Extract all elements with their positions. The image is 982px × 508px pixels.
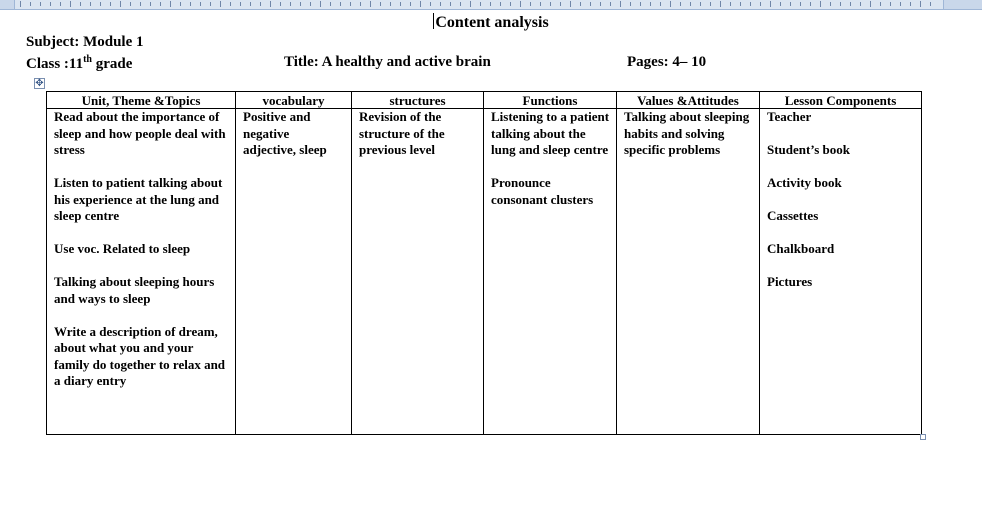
ruler-tick: [60, 2, 61, 6]
ruler-tick: [170, 1, 171, 7]
ruler-tick: [260, 2, 261, 6]
content-analysis-table: [46, 91, 922, 435]
ruler-tick: [90, 2, 91, 6]
ruler-tick: [680, 2, 681, 6]
ruler-tick: [710, 2, 711, 6]
function-item: Listening to a patient talking about the lung and sleep centre: [491, 109, 610, 157]
header-lesson-components: Lesson Components: [760, 92, 922, 109]
ruler-tick: [200, 2, 201, 6]
ruler-tick: [450, 2, 451, 6]
ruler-tick: [430, 2, 431, 6]
ruler-tick: [820, 1, 821, 7]
ruler-tick: [180, 2, 181, 6]
topic-item: Use voc. Related to sleep: [54, 241, 191, 256]
ruler-tick: [510, 2, 511, 6]
ruler-tick: [460, 2, 461, 6]
topic-item: Write a description of dream, about what you and your family do together to relax and a diary entry: [54, 323, 226, 388]
ruler-tick: [130, 2, 131, 6]
values-text: Talking about sleeping habits and solving specific problems: [624, 109, 750, 157]
component-item: Pictures: [767, 274, 813, 289]
component-item: Student’s book: [767, 142, 850, 157]
ruler-tick: [330, 2, 331, 6]
ruler-tick: [250, 2, 251, 6]
ruler-tick: [320, 1, 321, 7]
ruler-tick: [290, 2, 291, 6]
header-functions: Functions: [484, 92, 617, 109]
ruler-tick: [80, 2, 81, 6]
ruler-tick: [890, 2, 891, 6]
ruler-tick: [920, 1, 921, 7]
horizontal-ruler[interactable]: [0, 0, 982, 10]
ruler-tick: [600, 2, 601, 6]
ruler-tick: [310, 2, 311, 6]
header-structures: structures: [352, 92, 484, 109]
ruler-tick: [670, 1, 671, 7]
ruler-tick: [860, 2, 861, 6]
ruler-tick: [370, 1, 371, 7]
ruler-tick: [110, 2, 111, 6]
ruler-tick: [160, 2, 161, 6]
ruler-tick: [280, 2, 281, 6]
ruler-tick: [690, 2, 691, 6]
ruler-tick: [30, 2, 31, 6]
functions-cell[interactable]: [484, 109, 617, 435]
ruler-tick: [630, 2, 631, 6]
ruler-tick: [300, 2, 301, 6]
ruler-tick: [880, 2, 881, 6]
document-title: [0, 13, 982, 32]
class-label: [26, 54, 132, 73]
ruler-tick: [360, 2, 361, 6]
ruler-tick: [660, 2, 661, 6]
ruler-tick: [570, 1, 571, 7]
ruler-tick: [540, 2, 541, 6]
components-cell[interactable]: [760, 109, 922, 435]
ruler-tick: [650, 2, 651, 6]
ruler-tick: [230, 2, 231, 6]
ruler-tick: [900, 2, 901, 6]
class-label-suffix: grade: [92, 56, 133, 72]
ruler-tick: [640, 2, 641, 6]
table-resize-handle[interactable]: [920, 434, 926, 440]
ruler-tick: [490, 2, 491, 6]
ruler-tick: [800, 2, 801, 6]
component-item: Teacher: [767, 109, 812, 124]
ruler-tick: [550, 2, 551, 6]
header-vocabulary: vocabulary: [236, 92, 352, 109]
ruler-tick: [910, 2, 911, 6]
ruler-tick: [840, 2, 841, 6]
ruler-left-margin-marker[interactable]: [0, 0, 15, 9]
header-unit-theme-topics: Unit, Theme &Topics: [47, 92, 236, 109]
component-item: Chalkboard: [767, 241, 835, 256]
ruler-tick: [150, 2, 151, 6]
class-label-superscript: th: [83, 54, 92, 65]
ruler-tick: [70, 1, 71, 7]
ruler-tick: [480, 2, 481, 6]
ruler-tick: [400, 2, 401, 6]
ruler-tick: [120, 1, 121, 7]
ruler-tick: [700, 2, 701, 6]
ruler-tick: [220, 1, 221, 7]
table-row: [47, 109, 922, 435]
structures-cell[interactable]: [352, 109, 484, 435]
ruler-tick: [720, 1, 721, 7]
ruler-tick: [610, 2, 611, 6]
ruler-tick: [380, 2, 381, 6]
structures-text: Revision of the structure of the previous level: [359, 109, 445, 157]
ruler-tick: [240, 2, 241, 6]
ruler-tick: [40, 2, 41, 6]
ruler-tick: [790, 2, 791, 6]
vocabulary-cell[interactable]: [236, 109, 352, 435]
ruler-tick: [390, 2, 391, 6]
ruler-tick: [470, 1, 471, 7]
ruler-tick: [850, 2, 851, 6]
ruler-tick: [410, 2, 411, 6]
ruler-tick: [930, 2, 931, 6]
ruler-tick: [500, 2, 501, 6]
ruler-tick: [420, 1, 421, 7]
ruler-tick: [580, 2, 581, 6]
ruler-tick: [560, 2, 561, 6]
ruler-tick: [190, 2, 191, 6]
table-header-row: [47, 92, 922, 109]
subject-label: Subject: Module 1: [26, 34, 144, 50]
ruler-tick: [520, 1, 521, 7]
ruler-tick: [810, 2, 811, 6]
ruler-tick: [270, 1, 271, 7]
ruler-tick: [590, 2, 591, 6]
ruler-tick: [780, 2, 781, 6]
values-cell[interactable]: [617, 109, 760, 435]
ruler-tick: [210, 2, 211, 6]
ruler-tick: [50, 2, 51, 6]
ruler-tick: [750, 2, 751, 6]
component-item: Activity book: [767, 175, 842, 190]
ruler-tick: [770, 1, 771, 7]
ruler-tick: [620, 1, 621, 7]
function-item: Pronounce consonant clusters: [491, 175, 594, 207]
pages-label: Pages: 4– 10: [627, 54, 707, 70]
ruler-tick: [140, 2, 141, 6]
ruler-tick: [350, 2, 351, 6]
topic-item: Listen to patient talking about his experience at the lung and sleep centre: [54, 175, 223, 223]
topics-cell[interactable]: [47, 109, 236, 435]
ruler-tick: [830, 2, 831, 6]
ruler-tick: [870, 1, 871, 7]
lesson-title: Title: A healthy and active brain: [284, 54, 491, 70]
topic-item: Read about the importance of sleep and how people deal with stress: [54, 109, 226, 157]
ruler-tick: [20, 1, 21, 7]
topic-item: Talking about sleeping hours and ways to sleep: [54, 274, 215, 306]
ruler-tick: [740, 2, 741, 6]
component-item: Cassettes: [767, 208, 819, 223]
class-label-prefix: Class :11: [26, 56, 84, 72]
ruler-tick: [440, 2, 441, 6]
header-values-attitudes: Values &Attitudes: [617, 92, 760, 109]
table-move-handle-icon[interactable]: ✥: [35, 78, 44, 89]
ruler-tick: [530, 2, 531, 6]
document-title-text: Content analysis: [435, 14, 549, 31]
ruler-tick: [730, 2, 731, 6]
ruler-right-margin-marker[interactable]: [943, 0, 982, 9]
ruler-tick: [340, 2, 341, 6]
ruler-tick: [100, 2, 101, 6]
ruler-tick: [760, 2, 761, 6]
vocabulary-text: Positive and negative adjective, sleep: [243, 109, 327, 157]
